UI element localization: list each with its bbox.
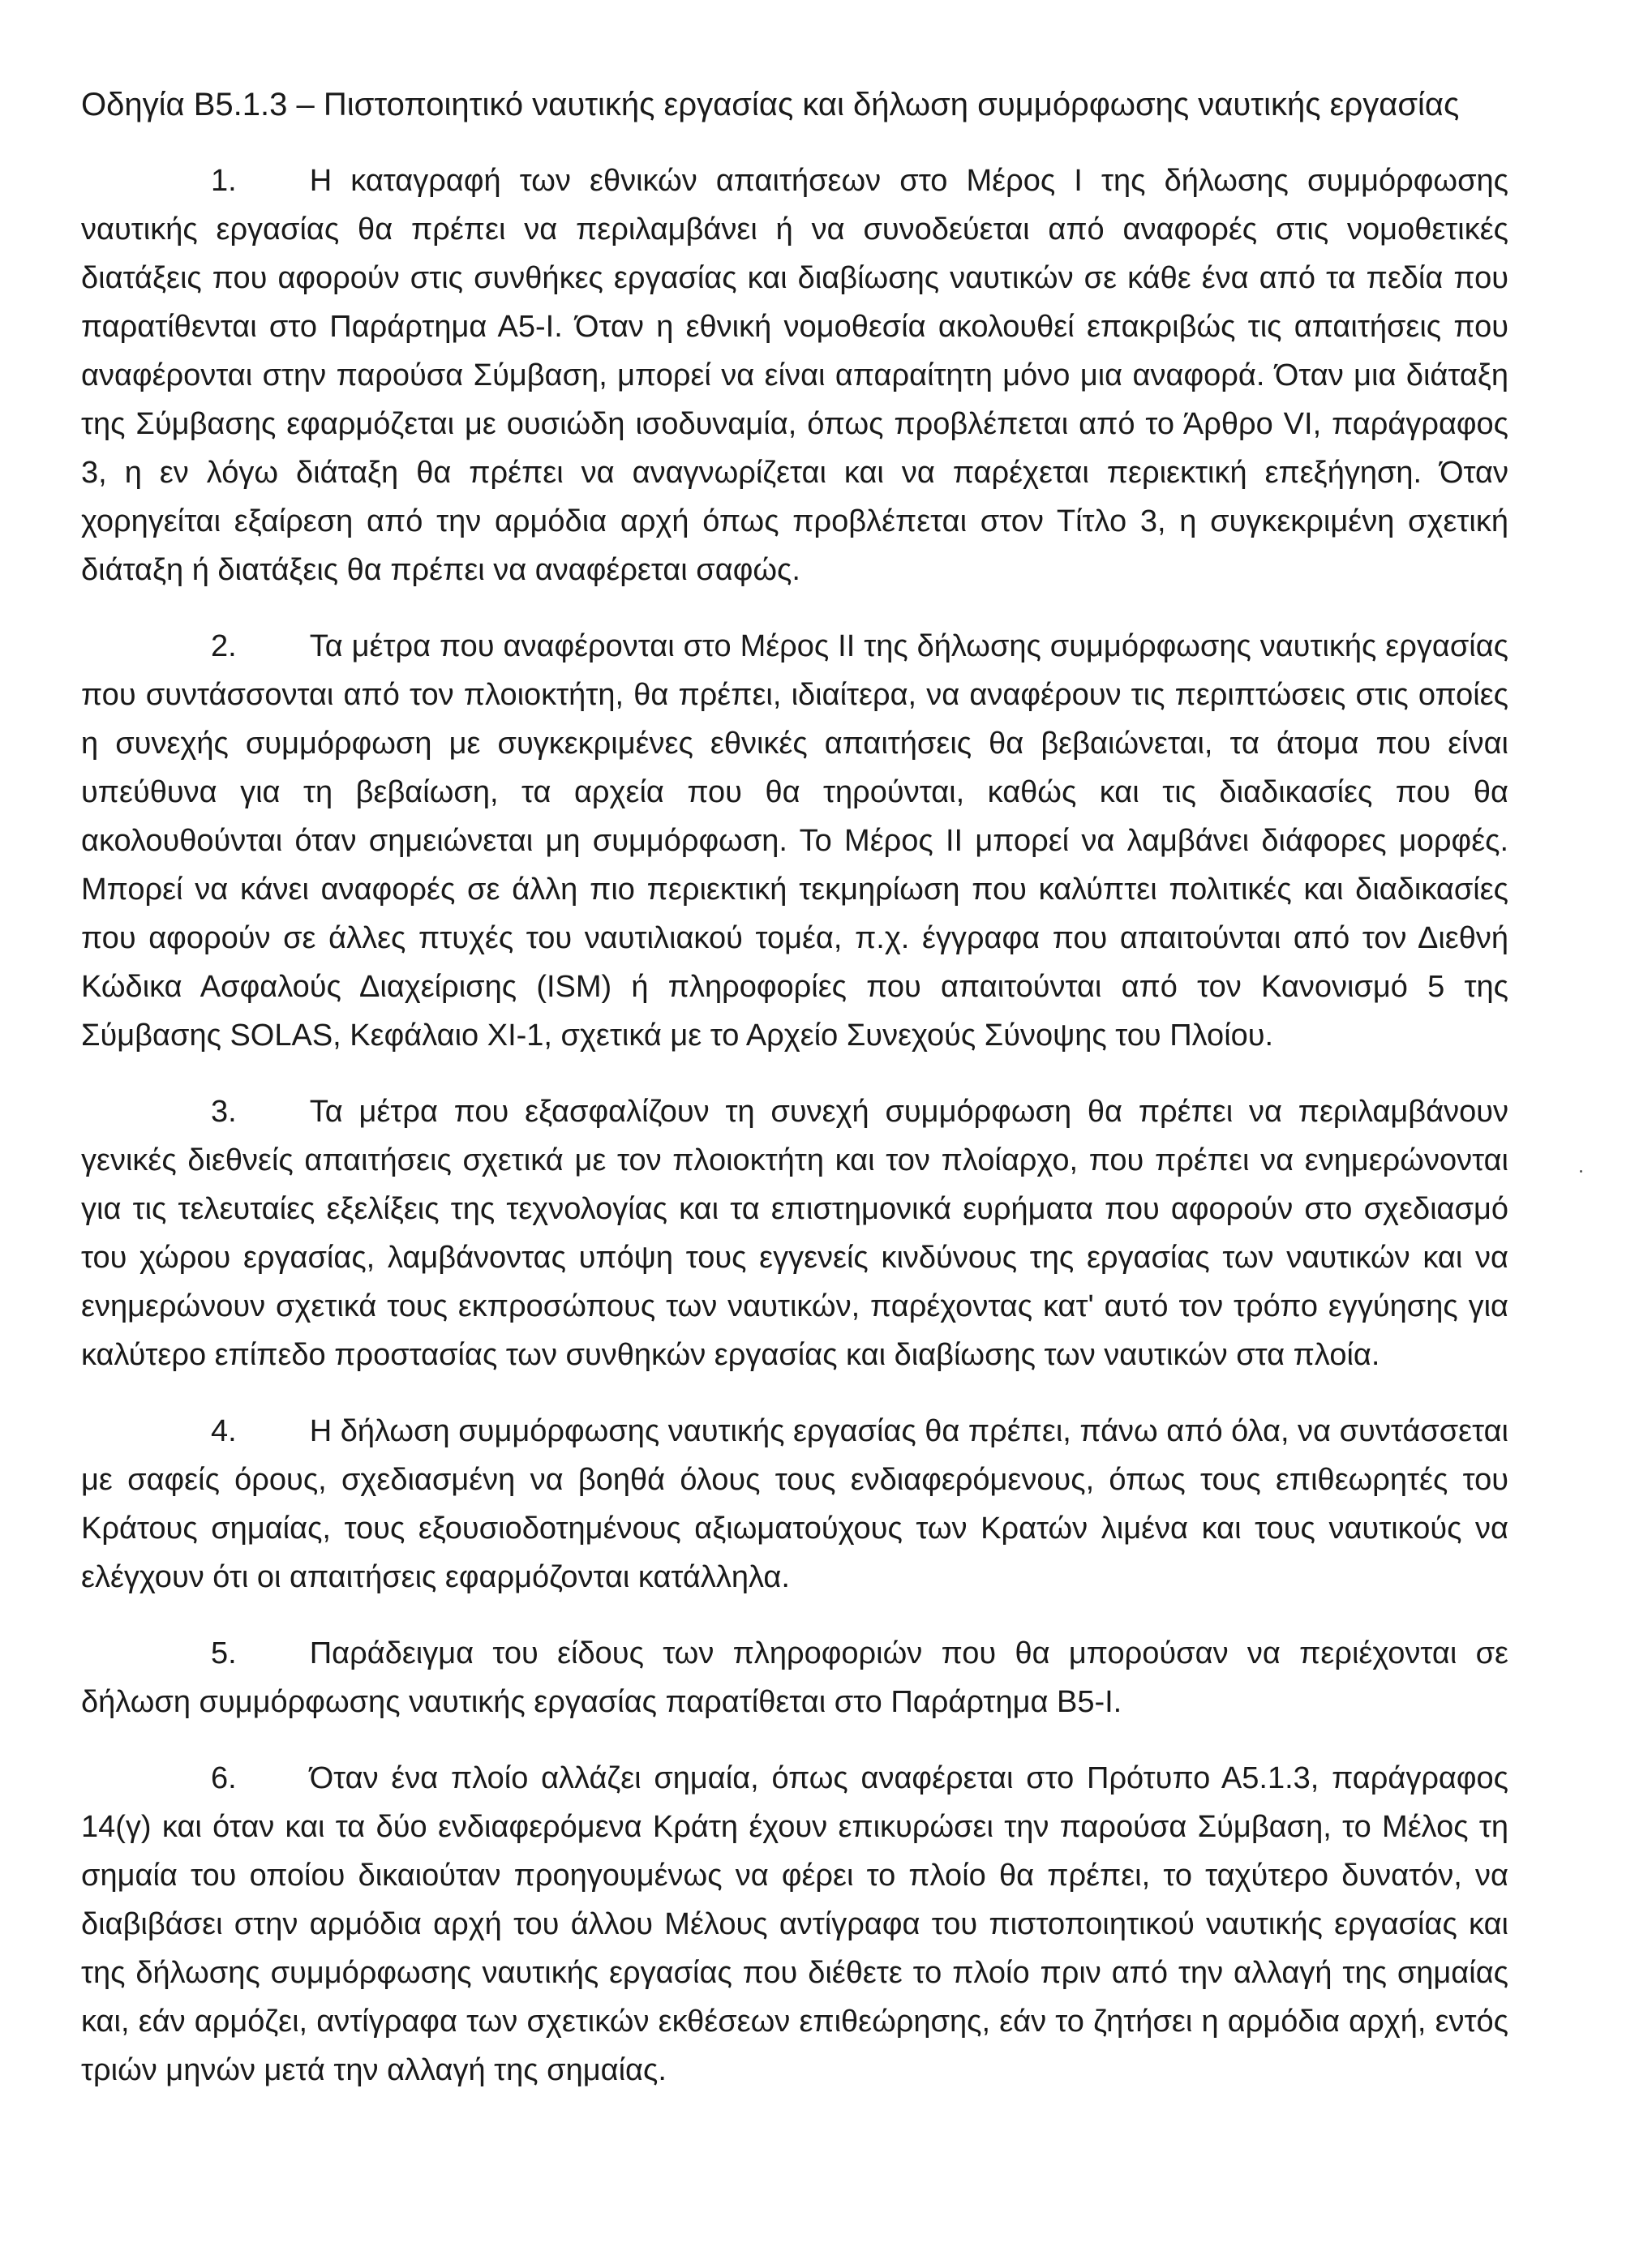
paragraph-number: 4. <box>211 1414 237 1448</box>
paragraph-1 <box>81 157 1508 594</box>
paragraph-text: Η καταγραφή των εθνικών απαιτήσεων στο Μέρος Ι της δήλωσης συμμόρφωσης ναυτικής εργασίας θα πρέπει να περιλαμβάνει ή να συνοδεύεται από αναφορές στις νομοθετικές διατάξεις που αφορούν στις συνθήκες εργασίας και διαβίωσης ναυτικών σε κάθε ένα από τα πεδία που παρατίθενται στο Παράρτημα Α5-Ι. Όταν η εθνική νομοθεσία ακολουθεί επακριβώς τις απαιτήσεις που αναφέρονται στην παρούσα Σύμβαση, μπορεί να είναι απαραίτητη μόνο μια αναφορά. Όταν μια διάταξη της Σύμβασης εφαρμόζεται με ουσιώδη ισοδυναμία, όπως προβλέπεται από το Άρθρο VI, παράγραφος 3, η εν λόγω διάταξη θα πρέπει να αναγνωρίζεται και να παρέχεται περιεκτική επεξήγηση. Όταν χορηγείται εξαίρεση από την αρμόδια αρχή όπως προβλέπεται στον Τίτλο 3, η συγκεκριμένη σχετική διάταξη ή διατάξεις θα πρέπει να αναφέρεται σαφώς. <box>81 164 1508 587</box>
paragraph-4 <box>81 1407 1508 1602</box>
paragraph-3 <box>81 1087 1508 1379</box>
paragraph-text: Παράδειγμα του είδους των πληροφοριών που θα μπορούσαν να περιέχονται σε δήλωση συμμόρφωσης ναυτικής εργασίας παρατίθεται στο Παράρτημα Β5-Ι. <box>81 1636 1508 1719</box>
document-body <box>81 81 1508 2122</box>
paragraph-text: Τα μέτρα που εξασφαλίζουν τη συνεχή συμμόρφωση θα πρέπει να περιλαμβάνουν γενικές διεθνείς απαιτήσεις σχετικά με τον πλοιοκτήτη και τον πλοίαρχο, που πρέπει να ενημερώνονται για τις τελευταίες εξελίξεις της τεχνολογίας και τα επιστημονικά ευρήματα που αφορούν στο σχεδιασμό του χώρου εργασίας, λαμβάνοντας υπόψη τους εγγενείς κινδύνους της εργασίας των ναυτικών και να ενημερώνουν σχετικά τους εκπροσώπους των ναυτικών, παρέχοντας κατ' αυτό τον τρόπο εγγύησης για καλύτερο επίπεδο προστασίας των συνθηκών εργασίας και διαβίωσης των ναυτικών στα πλοία. <box>81 1095 1508 1372</box>
paragraph-text: Η δήλωση συμμόρφωσης ναυτικής εργασίας θα πρέπει, πάνω από όλα, να συντάσσεται με σαφείς όρους, σχεδιασμένη να βοηθά όλους τους ενδιαφερόμενους, όπως τους επιθεωρητές του Κράτους σημαίας, τους εξουσιοδοτημένους αξιωματούχους των Κρατών λιμένα και τους ναυτικούς να ελέγχουν ότι οι απαιτήσεις εφαρμόζονται κατάλληλα. <box>81 1414 1508 1594</box>
paragraph-text: Όταν ένα πλοίο αλλάζει σημαία, όπως αναφέρεται στο Πρότυπο Α5.1.3, παράγραφος 14(γ) και όταν και τα δύο ενδιαφερόμενα Κράτη έχουν επικυρώσει την παρούσα Σύμβαση, το Μέλος τη σημαία του οποίου δικαιούταν προηγουμένως να φέρει το πλοίο θα πρέπει, το ταχύτερο δυνατόν, να διαβιβάσει στην αρμόδια αρχή του άλλου Μέλους αντίγραφα του πιστοποιητικού ναυτικής εργασίας και της δήλωσης συμμόρφωσης ναυτικής εργασίας που διέθετε το πλοίο πριν από την αλλαγή της σημαίας και, εάν αρμόζει, αντίγραφα των σχετικών εκθέσεων επιθεώρησης, εάν το ζητήσει η αρμόδια αρχή, εντός τριών μηνών μετά την αλλαγή της σημαίας. <box>81 1761 1508 2087</box>
paragraph-number: 5. <box>211 1636 237 1670</box>
paragraph-number: 6. <box>211 1761 237 1795</box>
paragraph-number: 3. <box>211 1095 237 1129</box>
paragraph-number: 2. <box>211 629 237 663</box>
paragraph-5 <box>81 1629 1508 1726</box>
document-title: Οδηγία Β5.1.3 – Πιστοποιητικό ναυτικής εργασίας και δήλωση συμμόρφωσης ναυτικής εργασίας <box>81 87 1460 122</box>
paragraph-2 <box>81 622 1508 1060</box>
paragraph-6 <box>81 1754 1508 2095</box>
scan-speck <box>1580 1170 1582 1173</box>
paragraph-number: 1. <box>211 164 237 198</box>
paragraph-text: Τα μέτρα που αναφέρονται στο Μέρος ΙΙ της δήλωσης συμμόρφωσης ναυτικής εργασίας που συντάσσονται από τον πλοιοκτήτη, θα πρέπει, ιδιαίτερα, να αναφέρουν τις περιπτώσεις στις οποίες η συνεχής συμμόρφωση με συγκεκριμένες εθνικές απαιτήσεις θα βεβαιώνεται, τα άτομα που είναι υπεύθυνα για τη βεβαίωση, τα αρχεία που θα τηρούνται, καθώς και τις διαδικασίες που θα ακολουθούνται όταν σημειώνεται μη συμμόρφωση. Το Μέρος ΙΙ μπορεί να λαμβάνει διάφορες μορφές. Μπορεί να κάνει αναφορές σε άλλη πιο περιεκτική τεκμηρίωση που καλύπτει πολιτικές και διαδικασίες που αφορούν σε άλλες πτυχές του ναυτιλιακού τομέα, π.χ. έγγραφα που απαιτούνται από τον Διεθνή Κώδικα Ασφαλούς Διαχείρισης (ISM) ή πληροφορίες που απαιτούνται από τον Κανονισμό 5 της Σύμβασης SOLAS, Κεφάλαιο ΧΙ-1, σχετικά με το Αρχείο Συνεχούς Σύνοψης του Πλοίου. <box>81 629 1508 1053</box>
